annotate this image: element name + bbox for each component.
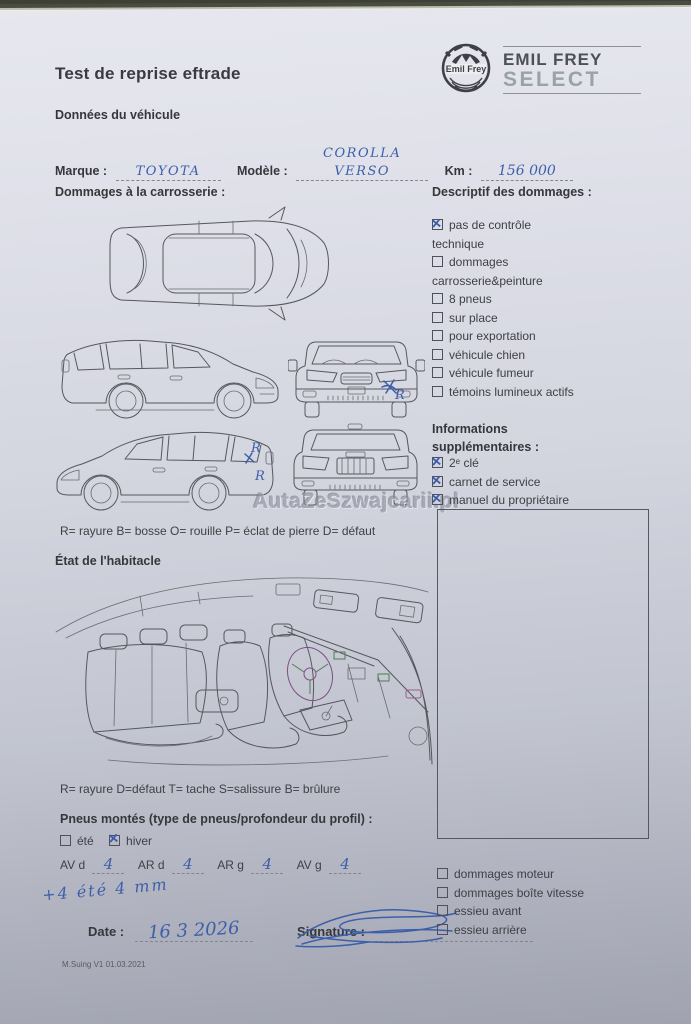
paper-sheet [0,4,691,1024]
date-value: 16 3 2026 [147,917,240,944]
km-label: Km : [444,164,473,178]
tread-label: AV g [296,858,322,872]
damage-label: pas de contrôle technique [432,218,532,251]
tread-label: AR g [217,858,244,872]
modele-value: COROLLA VERSO [323,146,402,179]
damage-label: témoins lumineux actifs [449,384,574,399]
damage-label: dommages carrosserie&peinture [432,255,543,288]
wordmark-line2: SELECT [503,68,601,91]
habitacle-heading: État de l'habitacle [55,554,161,568]
marque-field [116,162,221,181]
tread-field [251,855,283,874]
tread-value: 4 [262,855,272,873]
badge-label: Emil Frey [445,64,487,74]
date-label: Date : [88,924,125,939]
damages-heading: Descriptif des dommages : [432,185,592,199]
tread-field [172,855,204,874]
mechanical-checkbox [437,924,448,935]
km-value: 156 000 [497,163,556,179]
damage-label: 8 pneus [449,292,492,306]
mechanical-label: dommages boîte vitesse [454,885,585,900]
damage-label: sur place [449,310,498,325]
damage-checkbox [432,330,443,341]
mechanical-checkbox [437,887,448,898]
modele-label: Modèle : [237,164,288,178]
tires-heading: Pneus montés (type de pneus/profondeur du profil) : [60,812,373,826]
extra-info-checklist [432,454,632,510]
carrosserie-legend: R= rayure B= bosse O= rouille P= éclat de pierre D= défaut [60,524,376,538]
damage-label: véhicule chien [449,347,526,362]
extra-info-heading-line1: Informations [432,422,508,436]
extra-info-heading-line2: supplémentaires : [432,440,539,454]
interior-drawing [48,572,436,772]
car-side-right-drawing [52,330,282,422]
damage-checkbox [432,293,443,304]
extra-info-checkbox [432,494,443,505]
mechanical-label: essieu arrière [454,922,527,937]
tire-handwritten-note: +4 été 4 mm [41,874,170,905]
extra-info-label: carnet de service [449,474,541,489]
damage-label: véhicule fumeur [449,366,534,380]
damage-mark-rear-lower: R [255,469,265,484]
signature-label: Signature : [297,924,365,939]
damage-checkbox [432,219,443,230]
form-version-footer: M.Suing V1 01.03.2021 [62,960,146,969]
damages-checklist [432,216,582,401]
wordmark-bottom-rule [503,93,641,94]
mechanical-item [437,921,647,940]
hiver-label: hiver [126,834,153,848]
damage-item [432,364,582,383]
tread-field [92,855,124,874]
vehicle-data-heading: Données du véhicule [55,108,181,122]
mechanical-checkbox [437,905,448,916]
carrosserie-heading: Dommages à la carrosserie : [55,185,226,199]
damage-checkbox [432,367,443,378]
mechanical-label: essieu avant [454,904,522,918]
modele-field [296,144,428,181]
wordmark-line1: EMIL FREY [503,50,603,69]
damage-checkbox [432,256,443,267]
extra-info-item [432,473,632,492]
damage-item [432,216,582,253]
hiver-checkbox [109,835,120,846]
marque-value: TOYOTA [135,164,201,179]
car-side-left-drawing [55,422,283,512]
damage-item [432,290,582,309]
damage-item [432,346,582,365]
habitacle-legend: R= rayure D=défaut T= tache S=salissure B= brûlure [60,782,341,796]
tread-value: 4 [103,855,114,873]
tread-depth-row [60,855,365,874]
mechanical-item [437,865,647,884]
ete-label: été [77,834,94,848]
emil-frey-badge-icon [440,42,492,94]
page-title: Test de reprise eftrade [55,64,241,83]
car-top-view-drawing [103,200,341,328]
date-field [135,917,253,944]
extra-info-heading [432,420,539,456]
damage-item [432,327,582,346]
notes-box [437,509,649,839]
mechanical-checklist [437,865,647,939]
extra-info-item [432,454,632,473]
tread-label: AV d [60,858,86,872]
damage-label: pour exportation [449,329,536,343]
mechanical-checkbox [437,868,448,879]
damage-mark-rear-upper: R [251,441,261,456]
extra-info-item [432,491,632,510]
damage-item [432,253,582,290]
damage-item [432,309,582,328]
damage-checkbox [432,312,443,323]
extra-info-label: manuel du propriétaire [449,493,570,507]
mechanical-item [437,884,647,903]
tread-label: AR d [137,858,165,872]
extra-info-checkbox [432,476,443,487]
damage-checkbox [432,349,443,360]
car-front-view-drawing [288,332,425,422]
vehicle-data-row [55,144,655,179]
km-field [481,162,573,181]
damage-item [432,383,582,402]
marque-label: Marque : [55,164,108,178]
wordmark-top-rule [503,46,641,47]
tire-type-row [60,834,152,848]
emil-frey-wordmark [503,46,641,94]
tread-field [329,855,361,874]
tread-value: 4 [340,855,350,873]
watermark: AutaZeSzwajcarii.pl [253,490,460,513]
ete-checkbox [60,835,71,846]
extra-info-label: 2ᵉ clé [449,456,479,470]
tread-value: 4 [183,855,193,873]
extra-info-checkbox [432,457,443,468]
damage-checkbox [432,386,443,397]
mechanical-label: dommages moteur [454,867,555,881]
mechanical-item [437,902,647,921]
damage-mark-front: R [395,388,405,403]
